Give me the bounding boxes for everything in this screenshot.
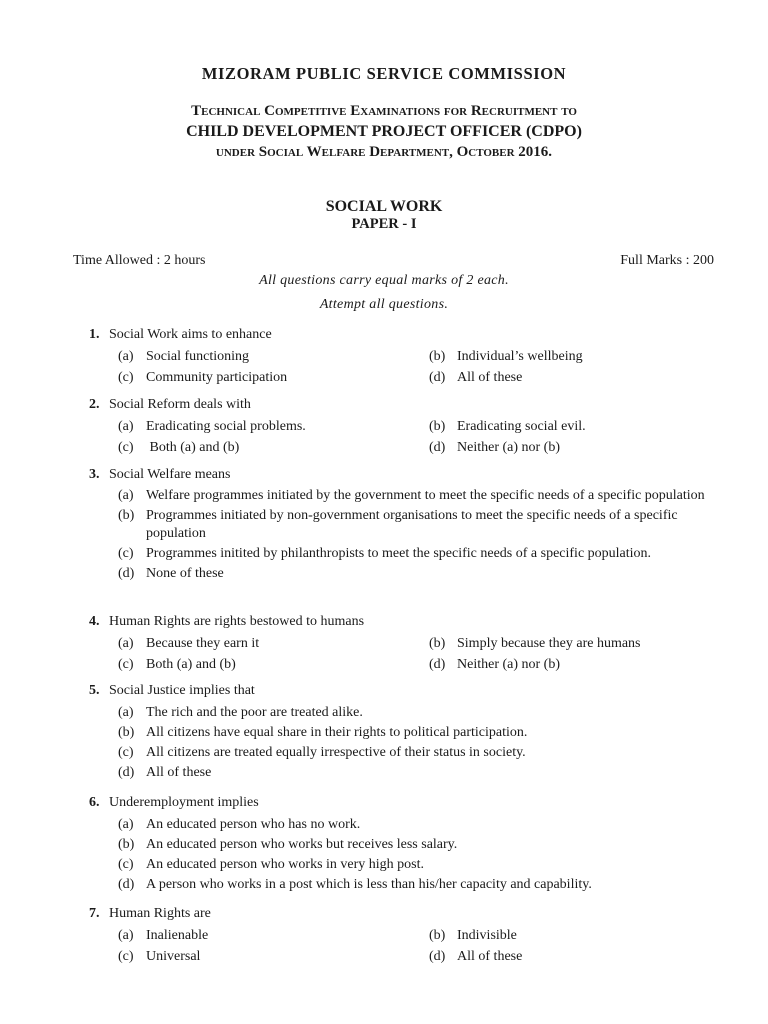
option-b bbox=[118, 507, 708, 543]
option-text: All citizens are treated equally irrespective of their status in society. bbox=[146, 745, 526, 760]
question-3 bbox=[89, 467, 729, 585]
option-text: Programmes initiated by non-government organisations to meet the specific needs of a specific population bbox=[146, 508, 678, 541]
question-6 bbox=[89, 795, 729, 895]
option-text: Both (a) and (b) bbox=[146, 657, 236, 672]
option-label: (d) bbox=[118, 877, 135, 892]
option-d bbox=[118, 565, 708, 583]
question-number: 5. bbox=[89, 683, 100, 698]
paper-number: PAPER - I bbox=[351, 216, 417, 232]
option-text: Neither (a) nor (b) bbox=[457, 657, 561, 672]
option-label: (d) bbox=[429, 370, 446, 385]
option-a bbox=[118, 417, 429, 437]
option-a bbox=[118, 926, 429, 946]
option-text: An educated person who works in very high post. bbox=[146, 857, 425, 872]
question-text: Underemployment implies bbox=[109, 795, 259, 810]
option-label: (a) bbox=[118, 705, 134, 720]
option-label: (b) bbox=[118, 725, 135, 740]
option-b bbox=[429, 926, 729, 946]
option-text: Social functioning bbox=[146, 349, 250, 364]
option-text: All of these bbox=[457, 370, 523, 385]
question-number: 2. bbox=[89, 397, 100, 412]
option-label: (d) bbox=[429, 440, 446, 455]
option-label: (b) bbox=[429, 928, 446, 943]
option-text: A person who works in a post which is less than his/her capacity and capability. bbox=[146, 877, 592, 892]
option-text: All of these bbox=[457, 949, 523, 964]
question-text: Social Justice implies that bbox=[109, 683, 255, 698]
question-number: 7. bbox=[89, 906, 100, 921]
option-c bbox=[118, 743, 708, 763]
option-a bbox=[118, 703, 708, 723]
option-a bbox=[118, 634, 429, 654]
option-text: Eradicating social evil. bbox=[457, 419, 586, 434]
option-text: None of these bbox=[146, 566, 224, 581]
option-text: Inalienable bbox=[146, 928, 209, 943]
option-label: (d) bbox=[118, 765, 135, 780]
question-5 bbox=[89, 683, 729, 783]
option-label: (b) bbox=[118, 837, 135, 852]
option-label: (a) bbox=[118, 928, 134, 943]
option-text: Universal bbox=[146, 949, 201, 964]
question-number: 4. bbox=[89, 614, 100, 629]
subject-title: SOCIAL WORK bbox=[325, 198, 443, 215]
option-label: (c) bbox=[118, 657, 134, 672]
option-text: Indivisible bbox=[457, 928, 517, 943]
question-7 bbox=[89, 906, 729, 967]
option-text: All of these bbox=[146, 765, 212, 780]
question-2 bbox=[89, 397, 729, 458]
option-label: (b) bbox=[429, 349, 446, 364]
option-text: Welfare programmes initiated by the government to meet the specific needs of a specific population bbox=[146, 488, 705, 503]
option-text: All citizens have equal share in their rights to political participation. bbox=[146, 725, 528, 740]
option-label: (c) bbox=[118, 857, 134, 872]
option-text: Neither (a) nor (b) bbox=[457, 440, 561, 455]
option-text: Community participation bbox=[146, 370, 288, 385]
option-text: An educated person who works but receives less salary. bbox=[146, 837, 458, 852]
question-number: 3. bbox=[89, 467, 100, 482]
option-label: (c) bbox=[118, 546, 134, 561]
commission-title: MIZORAM PUBLIC SERVICE COMMISSION bbox=[201, 64, 567, 83]
option-text: The rich and the poor are treated alike. bbox=[146, 705, 363, 720]
option-label: (a) bbox=[118, 636, 134, 651]
attempt-note: Attempt all questions. bbox=[319, 297, 449, 312]
question-number: 6. bbox=[89, 795, 100, 810]
option-a bbox=[118, 815, 718, 835]
option-label: (c) bbox=[118, 745, 134, 760]
option-b bbox=[118, 723, 708, 743]
option-d bbox=[429, 368, 729, 388]
option-label: (d) bbox=[118, 566, 135, 581]
exam-type-line: Technical Competitive Examinations for Recruitment to bbox=[191, 103, 577, 119]
post-title: CHILD DEVELOPMENT PROJECT OFFICER (CDPO) bbox=[186, 123, 582, 140]
option-label: (c) bbox=[118, 949, 134, 964]
question-number: 1. bbox=[89, 327, 100, 342]
option-d bbox=[429, 947, 729, 967]
time-allowed: Time Allowed : 2 hours bbox=[73, 253, 206, 268]
option-a bbox=[118, 487, 708, 505]
question-text: Human Rights are rights bestowed to humans bbox=[109, 614, 365, 629]
option-b bbox=[429, 417, 729, 437]
full-marks: Full Marks : 200 bbox=[620, 253, 714, 268]
option-d bbox=[429, 438, 729, 458]
option-a bbox=[118, 347, 429, 367]
option-c bbox=[118, 545, 708, 563]
question-text: Social Reform deals with bbox=[109, 397, 251, 412]
option-b bbox=[429, 634, 729, 654]
option-label: (b) bbox=[429, 636, 446, 651]
question-text: Social Work aims to enhance bbox=[109, 327, 272, 342]
option-text: Eradicating social problems. bbox=[146, 419, 306, 434]
option-label: (d) bbox=[429, 657, 446, 672]
question-1 bbox=[89, 327, 729, 388]
option-c bbox=[118, 438, 429, 458]
option-c bbox=[118, 368, 429, 388]
option-text: Programmes initited by philanthropists to meet the specific needs of a specific population. bbox=[146, 546, 652, 561]
option-d bbox=[429, 655, 729, 675]
option-label: (b) bbox=[429, 419, 446, 434]
option-text: Because they earn it bbox=[146, 636, 260, 651]
option-label: (d) bbox=[429, 949, 446, 964]
option-c bbox=[118, 655, 429, 675]
option-d bbox=[118, 875, 718, 895]
option-d bbox=[118, 763, 708, 783]
option-label: (b) bbox=[118, 508, 135, 523]
option-label: (c) bbox=[118, 370, 134, 385]
option-c bbox=[118, 947, 429, 967]
option-label: (a) bbox=[118, 488, 134, 503]
option-text: Simply because they are humans bbox=[457, 636, 641, 651]
marks-note: All questions carry equal marks of 2 each. bbox=[259, 273, 509, 288]
option-label: (c) bbox=[118, 440, 134, 455]
option-b bbox=[429, 347, 729, 367]
option-label: (a) bbox=[118, 349, 134, 364]
option-c bbox=[118, 855, 718, 875]
option-text: Both (a) and (b) bbox=[146, 440, 240, 455]
question-4 bbox=[89, 614, 729, 675]
question-text: Social Welfare means bbox=[109, 467, 231, 482]
option-text: An educated person who has no work. bbox=[146, 817, 361, 832]
option-text: Individual’s wellbeing bbox=[457, 349, 583, 364]
option-label: (a) bbox=[118, 419, 134, 434]
option-b bbox=[118, 835, 718, 855]
option-label: (a) bbox=[118, 817, 134, 832]
question-text: Human Rights are bbox=[109, 906, 211, 921]
department-line: under Social Welfare Department, October 2016. bbox=[215, 144, 553, 160]
